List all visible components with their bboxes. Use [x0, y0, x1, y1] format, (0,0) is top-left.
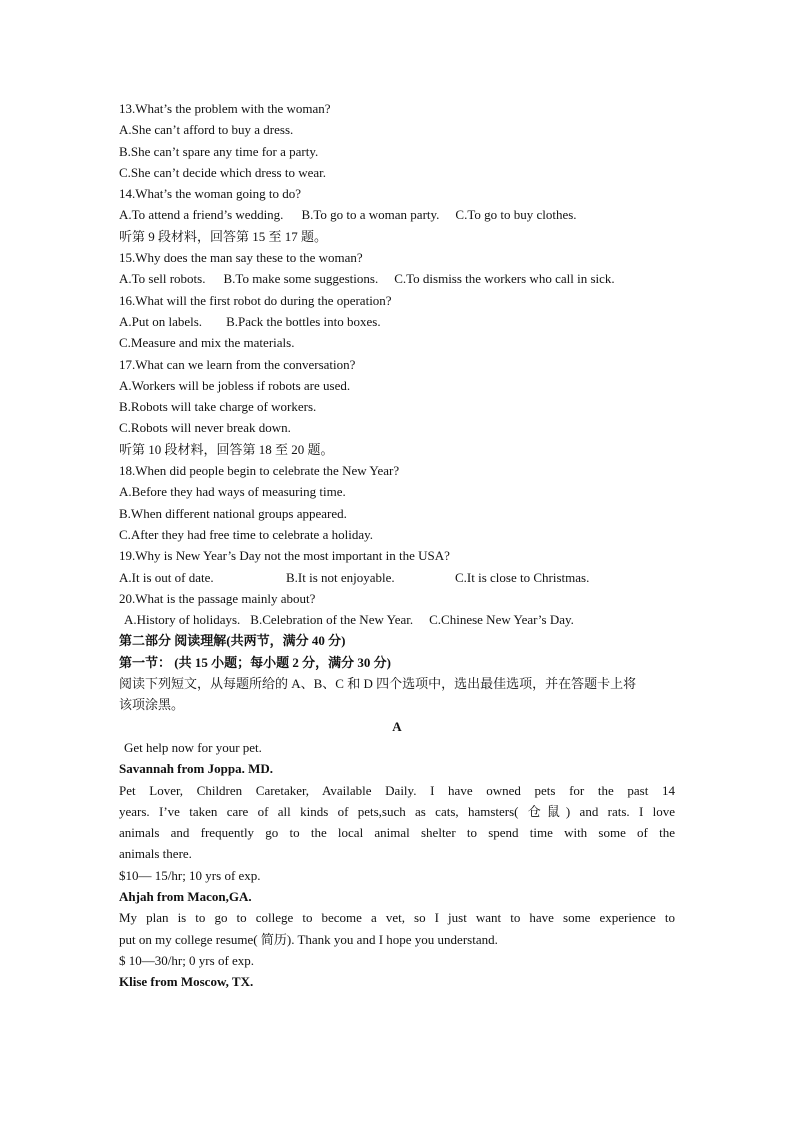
ad-1-description [119, 780, 675, 865]
ad-2-rate: $ 10—30/hr; 0 yrs of exp. [119, 952, 255, 968]
question-18-option-a: A.Before they had ways of measuring time. [119, 484, 346, 500]
question-19-stem: 19.Why is New Year’s Day not the most important in the USA? [119, 548, 450, 564]
question-20-options [119, 609, 675, 630]
question-19-option-c: C.It is close to Christmas. [455, 569, 590, 585]
question-14-stem: 14.What’s the woman going to do? [119, 186, 301, 202]
part-2-heading: 第二部分 阅读理解(共两节，满分 40 分) [119, 633, 346, 649]
question-19-option-b: B.It is not enjoyable. [286, 569, 395, 585]
question-16-option-a: A.Put on labels. [119, 313, 203, 329]
ad-1-line-1: Pet Lover, Children Caretaker, Available Daily. I have owned pets for the past 14 [119, 782, 675, 798]
ad-2-name: Ahjah from Macon,GA. [119, 888, 252, 904]
section-1-heading: 第一节： (共 15 小题；每小题 2 分，满分 30 分) [119, 654, 391, 670]
material-10-instruction: 听第 10 段材料，回答第 18 至 20 题。 [119, 441, 334, 457]
question-13-stem: 13.What’s the problem with the woman? [119, 101, 331, 116]
question-20-stem: 20.What is the passage mainly about? [119, 590, 316, 606]
question-15-options [119, 268, 675, 289]
question-15-option-c: C.To dismiss the workers who call in sick. [394, 271, 615, 287]
question-20-option-b: B.Celebration of the New Year. [250, 612, 414, 628]
reading-instruction-line-2: 该项涂黑。 [119, 697, 185, 713]
ad-2-line-1: My plan is to go to college to become a vet, so I just want to have some experience to [119, 910, 675, 926]
question-17-option-a: A.Workers will be jobless if robots are used. [119, 377, 351, 393]
question-17-option-c: C.Robots will never break down. [119, 420, 291, 436]
ad-1-line-2: years. I’ve taken care of all kinds of pets,such as cats, hamsters( 仓鼠) and rats. I love [119, 803, 675, 819]
question-18-option-b: B.When different national groups appeared. [119, 505, 347, 521]
question-14-option-c: C.To go to buy clothes. [455, 207, 577, 223]
question-14-option-b: B.To go to a woman party. [301, 207, 440, 223]
document-page [119, 98, 675, 992]
question-15-option-a: A.To sell robots. [119, 271, 206, 287]
question-13-option-a: A.She can’t afford to buy a dress. [119, 122, 294, 138]
question-15-option-b: B.To make some suggestions. [223, 271, 379, 287]
question-17-option-b: B.Robots will take charge of workers. [119, 399, 317, 415]
question-13-option-b: B.She can’t spare any time for a party. [119, 143, 319, 159]
question-16-option-c: C.Measure and mix the materials. [119, 335, 295, 351]
ad-1-rate: $10— 15/hr; 10 yrs of exp. [119, 867, 261, 883]
material-9-instruction: 听第 9 段材料，回答第 15 至 17 题。 [119, 228, 328, 244]
question-17-stem: 17.What can we learn from the conversation? [119, 356, 356, 372]
question-19-option-a: A.It is out of date. [119, 569, 214, 585]
question-16-stem: 16.What will the first robot do during the operation? [119, 292, 392, 308]
ad-2-description [119, 907, 675, 950]
question-20-option-c: C.Chinese New Year’s Day. [429, 612, 574, 628]
passage-label: A [392, 718, 402, 734]
passage-intro: Get help now for your pet. [124, 739, 262, 755]
question-16-option-b: B.Pack the bottles into boxes. [226, 313, 381, 329]
ad-3-name: Klise from Moscow, TX. [119, 974, 254, 990]
reading-instruction-line-1: 阅读下列短文，从每题所给的 A、B、C 和 D 四个选项中，选出最佳选项，并在答题卡上将 [119, 676, 637, 692]
question-19-options [119, 567, 675, 588]
question-14-option-a: A.To attend a friend’s wedding. [119, 207, 284, 223]
ad-2-line-2: put on my college resume( 简历). Thank you and I hope you understand. [119, 931, 498, 947]
question-18-stem: 18.When did people begin to celebrate the New Year? [119, 463, 400, 479]
question-14-options [119, 204, 675, 225]
question-13-option-c: C.She can’t decide which dress to wear. [119, 164, 326, 180]
ad-1-line-3: animals and frequently go to the local animal shelter to spend time with some of the [119, 825, 675, 841]
ad-1-line-4: animals there. [119, 846, 192, 862]
question-16-options [119, 311, 675, 332]
question-18-option-c: C.After they had free time to celebrate a holiday. [119, 526, 373, 542]
question-20-option-a: A.History of holidays. [124, 612, 241, 628]
ad-1-name: Savannah from Joppa. MD. [119, 761, 273, 777]
question-15-stem: 15.Why does the man say these to the woman? [119, 250, 363, 266]
